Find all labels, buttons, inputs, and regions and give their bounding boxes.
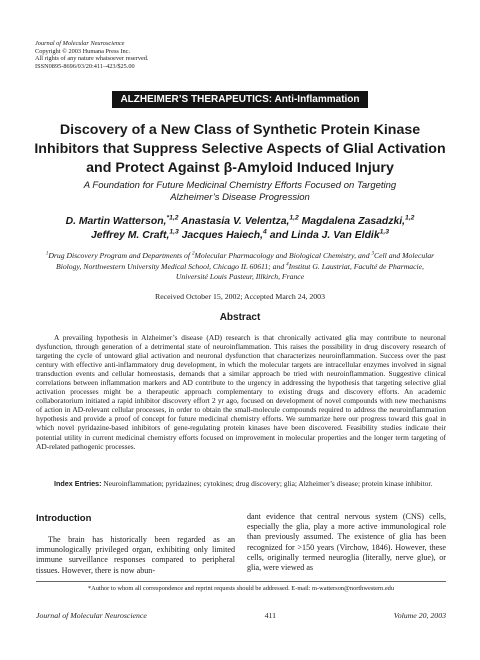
- affiliation-marker: 4: [286, 261, 289, 267]
- index-entries-text: Neuroinflammation; pyridazines; cytokines; drug discovery; glia; Alzheimer’s disease; protein kinase inhibitor.: [103, 479, 433, 488]
- author-name: Jacques Haiech,: [181, 230, 264, 241]
- author-name: Magdalena Zasadzki,: [301, 216, 406, 227]
- author-name: Jeffrey M. Craft,: [90, 230, 170, 241]
- footer-volume: Volume 20, 2003: [393, 611, 446, 620]
- author-affiliation-marker: 1,2: [405, 214, 415, 222]
- abstract-text: A prevailing hypothesis in Alzheimer’s disease (AD) research is that chronically activated glia may contribute to neuronal dysfunction, through generation of a detrimental state of neuroinflammation. This raises the possibility in drug discovery research of targeting the cycle of untoward glial activation and neuronal dysfunction that characterizes neuroinflammation. Success over the past century with effective anti-inflammatory drug development, in which the molecular targets are intracellular enzymes involved in signal transduction events and cellular homeostasis, demands that a similar approach be tried with neuroinflammation. Suggestive clinical correlations between inflammation markers and AD contribute to the urgency in addressing the hypothesis that targeting selective glial activation processes might be a therapeutic approach complementary to existing drugs and discovery efforts. An academic collaboratorium initiated a rapid inhibitor discovery effort 2 yr ago, focused on development of novel compounds with new mechanisms of action in AD-relevant cellular processes, in order to obtain the small-molecule compounds required to address the neuroinflammation hypothesis and provide a proof of concept for future medicinal chemistry efforts. We summarize here our progress toward this goal in which novel pyridazine-based inhibitors of gene-regulating protein kinases have been discovered. Feasibility studies indicate their potential utility in current medicinal chemistry efforts focused on improvement in molecular properties and the longer term targeting of AD-related pathogenic processes.: [36, 333, 446, 451]
- author-affiliation-marker: 4: [263, 228, 267, 236]
- correspondence-footnote: *Author to whom all correspondence and reprint requests should be addressed. E-mail: m-watterson@northwestern.edu: [87, 585, 395, 592]
- header-issn: ISSN0895-8696/03/20:411–423/$25.00: [35, 62, 135, 70]
- author-affiliation-marker: 1,2: [289, 214, 299, 222]
- author-name: Anastasia V. Velentza,: [180, 216, 290, 227]
- article-title: Discovery of a New Class of Synthetic Protein Kinase Inhibitors that Suppress Selective Aspects of Glial Activation and Protect Against β-Amyloid Induced Injury: [34, 122, 446, 176]
- page-footer: [36, 611, 446, 621]
- received-dates: Received October 15, 2002; Accepted March 24, 2003: [155, 292, 325, 301]
- author-name: D. Martin Watterson,: [65, 216, 167, 227]
- affiliation-marker: 1: [45, 251, 49, 257]
- affiliation-marker: 2: [191, 251, 195, 257]
- author-affiliation-marker: 1,3: [379, 228, 389, 236]
- introduction-heading: Introduction: [36, 513, 92, 524]
- footer-journal-name: Journal of Molecular Neuroscience: [36, 611, 147, 620]
- author-affiliation-marker: 1,3: [169, 228, 179, 236]
- affiliation-text: Cell and Molecular Biology, Northwestern University Medical School, Chicago IL 60611; and: [56, 251, 435, 271]
- introduction-right-column: dant evidence that central nervous system (CNS) cells, especially the glia, play a more active immunological role than previously assumed. The existence of glia has been recognized for >150 years (Virchow, 1846). However, these cells, originally termed neuroglia (literally, nerve glue), or glia, were viewed as: [247, 512, 446, 573]
- affiliation-text: Molecular Pharmacology and Biological Chemistry, and: [194, 251, 372, 260]
- header-journal-name: Journal of Molecular Neuroscience: [35, 40, 125, 47]
- header-copyright: Copyright © 2003 Humana Press Inc.: [35, 47, 131, 55]
- footnote-divider: [36, 581, 446, 582]
- author-affiliation-marker: *1,2: [166, 214, 179, 222]
- author-name: and Linda J. Van Eldik: [269, 230, 380, 241]
- introduction-left-column: The brain has historically been regarded as an immunologically privileged organ, exhibiting only limited immune surveillance responses compared to peripheral tissues. However, there is now abun-: [36, 535, 235, 575]
- author-list: [30, 215, 450, 243]
- affiliations: [40, 251, 440, 283]
- journal-header: [35, 40, 148, 70]
- header-rights: All rights of any nature whatsoever reserved.: [35, 55, 149, 63]
- section-banner: ALZHEIMER’S THERAPEUTICS: Anti-Inflammation: [112, 91, 368, 108]
- affiliation-marker: 3: [371, 251, 374, 257]
- page-number: 411: [264, 611, 276, 620]
- index-entries-label: Index Entries:: [54, 479, 102, 488]
- affiliation-text: Drug Discovery Program and Departments of: [48, 251, 192, 260]
- abstract-heading: Abstract: [219, 312, 261, 323]
- affiliation-text: Institut G. Laustriat, Faculté de Pharmacie, Université Louis Pasteur, Illkirch, France: [175, 261, 424, 281]
- article-subtitle: A Foundation for Future Medicinal Chemistry Efforts Focused on Targeting Alzheimer’s Disease Progression: [83, 180, 397, 203]
- index-entries: [36, 479, 446, 488]
